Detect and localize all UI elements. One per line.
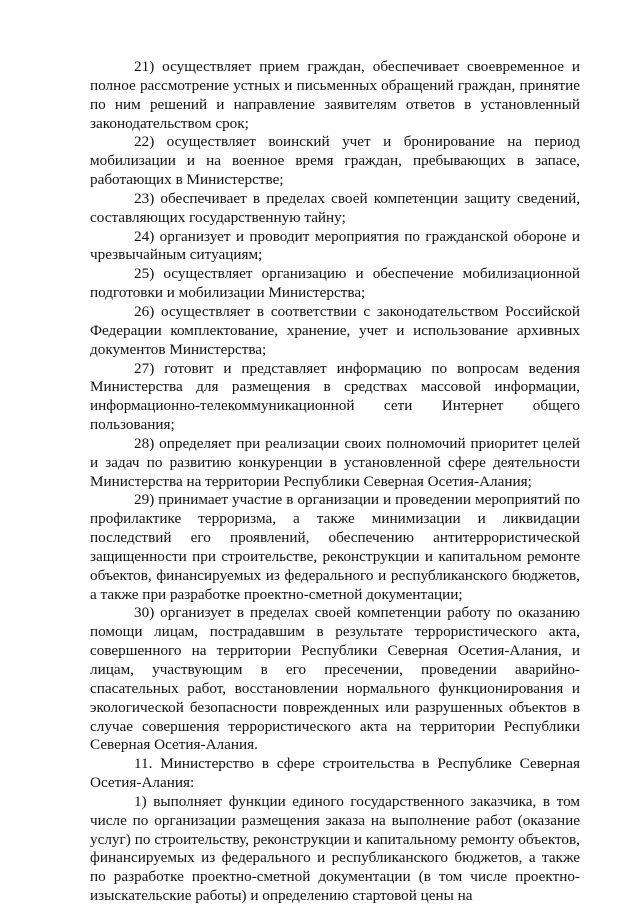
paragraph-item-25: 25) осуществляет организацию и обеспечение мобилизационной подготовки и мобилизации Министерства; [90,265,580,302]
paragraph-item-22: 22) осуществляет воинский учет и бронирование на период мобилизации и на военное время граждан, пребывающих в запасе, работающих в Министерстве; [90,133,580,189]
paragraph-item-21: 21) осуществляет прием граждан, обеспечивает своевременное и полное рассмотрение устных и письменных обращений граждан, принятие по ним решений и направление заявителям ответов в установленный законодательством срок; [90,58,580,132]
paragraph-item-26: 26) осуществляет в соответствии с законодательством Российской Федерации комплектование, хранение, учет и использование архивных документов Министерства; [90,302,580,358]
document-page [90,58,580,906]
paragraph-item-23: 23) обеспечивает в пределах своей компетенции защиту сведений, составляющих государственную тайну; [90,189,580,226]
section-heading-11: 11. Министерство в сфере строительства в Республике Северная Осетия-Алания: [90,755,580,792]
paragraph-item-27: 27) готовит и представляет информацию по вопросам ведения Министерства для размещения в средствах массовой информации, информационно-телекоммуникационной сети Интернет общего пользования; [90,359,580,434]
paragraph-item-24: 24) организует и проводит мероприятия по гражданской обороне и чрезвычайным ситуациям; [90,227,580,264]
paragraph-item-1: 1) выполняет функции единого государственного заказчика, в том числе по организации размещения заказа на выполнение работ (оказание услуг) по строительству, реконструкции и капитальному ремонту объектов, финансируемых из федерального и республиканского бюджетов, а также по разработке проектно-сметной документации (в том числе проектно-изыскательские работы) и определению стартовой цены на [90,792,580,905]
paragraph-item-29: 29) принимает участие в организации и проведении мероприятий по профилактике терроризма, а также минимизации и ликвидации последствий его проявлений, обеспечению антитеррористической защищенности при строительстве, реконструкции и капитальном ремонте объектов, финансируемых из федерального и республиканского бюджетов, а также при разработке проектно-сметной документации; [90,491,580,603]
paragraph-item-28: 28) определяет при реализации своих полномочий приоритет целей и задач по развитию конкуренции в установленной сфере деятельности Министерства на территории Республики Северная Осетия-Алания; [90,434,580,490]
paragraph-item-30: 30) организует в пределах своей компетенции работу по оказанию помощи лицам, пострадавшим в результате террористического акта, совершенного на территории Республики Северная Осетия-Алания, и лицам, участвующим в его пресечении, проведении аварийно-спасательных работ, восстановлении нормального функционирования и экологической безопасности поврежденных или разрушенных объектов в случае совершения террористического акта на территории Республики Северная Осетия-Алания. [90,604,580,754]
